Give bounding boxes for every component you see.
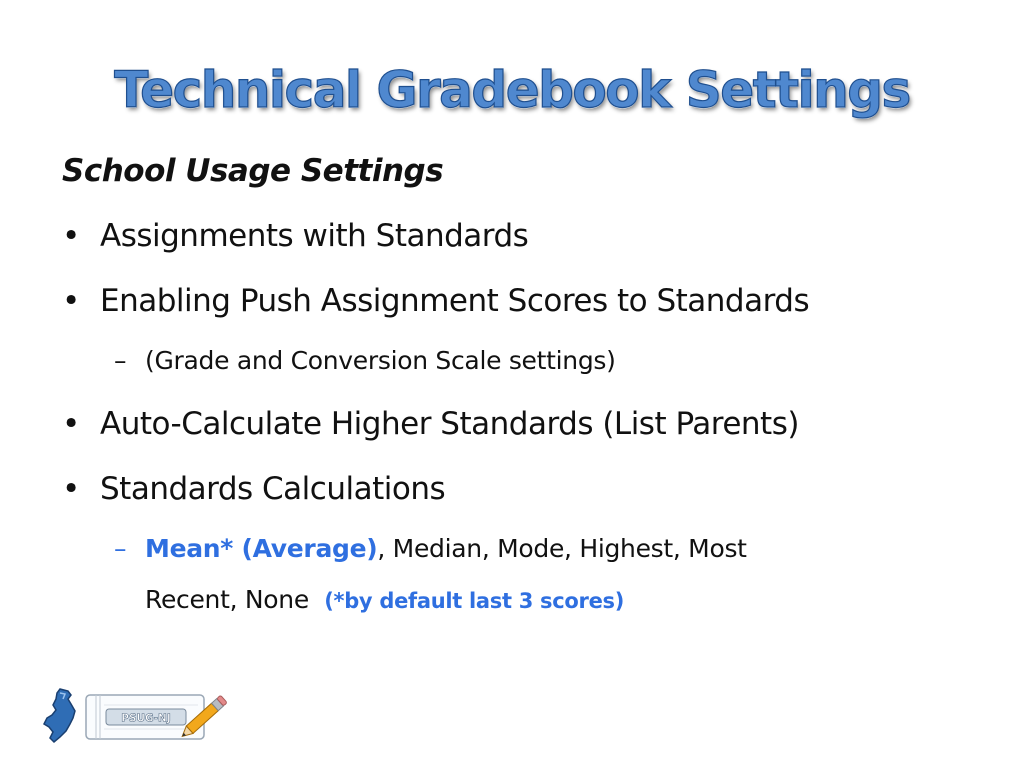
dash-icon: – — [114, 346, 127, 375]
bullet-icon: • — [62, 471, 80, 507]
bullet-text: Auto-Calculate Higher Standards (List Parents) — [100, 406, 799, 442]
default-note: (*by default last 3 scores) — [324, 589, 625, 613]
new-jersey-state-icon — [44, 689, 75, 742]
bullet-icon: • — [62, 218, 80, 254]
psug-nj-logo — [38, 685, 228, 750]
bullet-text: Assignments with Standards — [100, 218, 529, 254]
bullet-text: Standards Calculations — [100, 471, 446, 507]
bullet-icon: • — [62, 406, 80, 442]
calculation-methods-text: Recent, None — [145, 585, 309, 614]
slide-title: Technical Gradebook Settings — [114, 61, 910, 119]
calculation-methods-text: , Median, Mode, Highest, Most — [377, 534, 747, 563]
default-method-highlight: Mean* (Average) — [145, 534, 378, 563]
logo-text: PSUG-NJ — [121, 712, 171, 725]
dash-icon: – — [114, 534, 127, 563]
bullet-text: Enabling Push Assignment Scores to Standards — [100, 283, 810, 319]
sub-bullet-text: (Grade and Conversion Scale settings) — [145, 346, 616, 375]
section-heading: School Usage Settings — [62, 153, 444, 189]
bullet-icon: • — [62, 283, 80, 319]
